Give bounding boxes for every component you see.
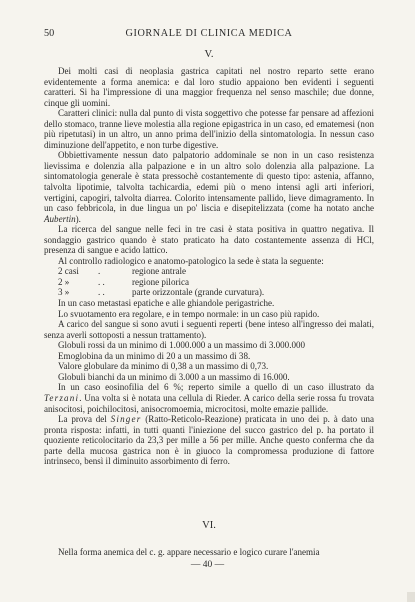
paragraph: Lo svuotamento era regolare, e in tempo normale: in un caso più rapido. — [58, 308, 320, 319]
list-item: 2 » . . regione pilorica — [58, 276, 190, 287]
section-heading-v: V. — [204, 49, 214, 60]
section-v-body — [44, 66, 374, 467]
page-footer: — 40 — — [190, 560, 225, 570]
cited-author: Singer — [110, 414, 142, 425]
paragraph: Obbiettivamente nessun dato palpatorio addominale se non in un caso resistenza lievissima e dolenzia alla palpazione e in un altro solo dolenzia alla palpazione. La sintomatologia generale è stata pressochè costantemente di questo tipo: astenia, affanno, talvolta lipotimie, talvolta tachicardia, edemi più o meno intensi agli arti inferiori, vertigini, capogiri, talvolta diarrea. Colorito intensamente pallido, lieve dimagramento. In un caso febbricola, in due lingua un po' liscia e disepitelizzata (come ha notato anche Aubertin). — [44, 150, 374, 224]
cited-author: Aubertin — [44, 213, 76, 224]
blood-value: Emoglobina da un minimo di 20 a un massimo di 38. — [58, 350, 251, 361]
page-corner — [407, 592, 415, 602]
section-heading-vi: VI. — [202, 520, 216, 531]
cited-author: Terzani — [44, 392, 80, 403]
sede-list — [44, 266, 374, 298]
paragraph: La prova del Singer (Ratto-Reticolo-Reazione) praticata in uno dei p. à dato una pronta risposta: infatti, in tutti quanti l'iniezione del succo gastrico del p. ha portato il quoziente reticolocitario da 23,3 per mille a 56 per mille. Anche questo conferma che da parte della mucosa gastrica non è in giuoco la compromessa produzione di fattore intrinseco, bensì il diminuito assorbimento di ferro. — [44, 414, 374, 467]
paragraph: Al controllo radiologico e anatomo-patologico la sede è stata la seguente: — [58, 255, 324, 266]
list-item: 2 casi . regione antrale — [58, 266, 186, 277]
paragraph: In un caso eosinofilia del 6 %; reperto simile a quello di un caso illustrato da Terzani. Una volta si è notata una cellula di Rieder. A carico della serie rossa fu trovata anisocitosi, poichilocitosi, anisocromoemia, microcitosi, molte emazie pallide. — [44, 382, 374, 414]
paragraph: Dei molti casi di neoplasia gastrica capitati nel nostro reparto sette erano evidentemente a forma anemica: e dal loro studio appaiono ben evidenti i seguenti caratteri. Si ha l'impressione di una maggior frequenza nel senso maschile; due donne, cinque gli uomini. — [44, 66, 374, 108]
paragraph: A carico del sangue si sono avuti i seguenti reperti (bene inteso all'ingresso dei malati, senza averli sottoposti a nessun trattamento). — [44, 319, 374, 340]
journal-title: GIORNALE DI CLINICA MEDICA — [125, 28, 293, 39]
list-item: 3 » . . parte orizzontale (grande curvatura). — [58, 287, 265, 298]
blood-value: Globuli bianchi da un minimo di 3.000 a un massimo di 16.000. — [58, 371, 290, 382]
paragraph: La ricerca del sangue nelle feci in tre casi è stata positiva in quattro negativa. Il sondaggio gastrico quando è stato praticato ha dato costantemente assenza di HCl, presenza di sangue e acido lattico. — [44, 224, 374, 256]
paragraph: Caratteri clinici: nulla dal punto di vista soggettivo che potesse far pensare ad affezioni dello stomaco, tranne lieve molestia alla regione epigastrica in un caso, ed ematemesi (non più ripetutasi) in un altro, un anno prima dell'inizio della sintomatologia. In nessun caso diminuzione dell'appetito, e non turbe digestive. — [44, 108, 374, 150]
blood-value: Globuli rossi da un minimo di 1.000.000 a un massimo di 3.000.000 — [58, 340, 306, 351]
running-header — [44, 28, 374, 42]
page-number: 50 — [44, 28, 55, 39]
blood-value: Valore globulare da minimo di 0,38 a un massimo di 0,73. — [58, 361, 269, 372]
paragraph: Nella forma anemica del c. g. appare necessario e logico curare l'anemia — [58, 547, 320, 558]
paragraph: In un caso metastasi epatiche e alle ghiandole perigastriche. — [58, 298, 275, 309]
